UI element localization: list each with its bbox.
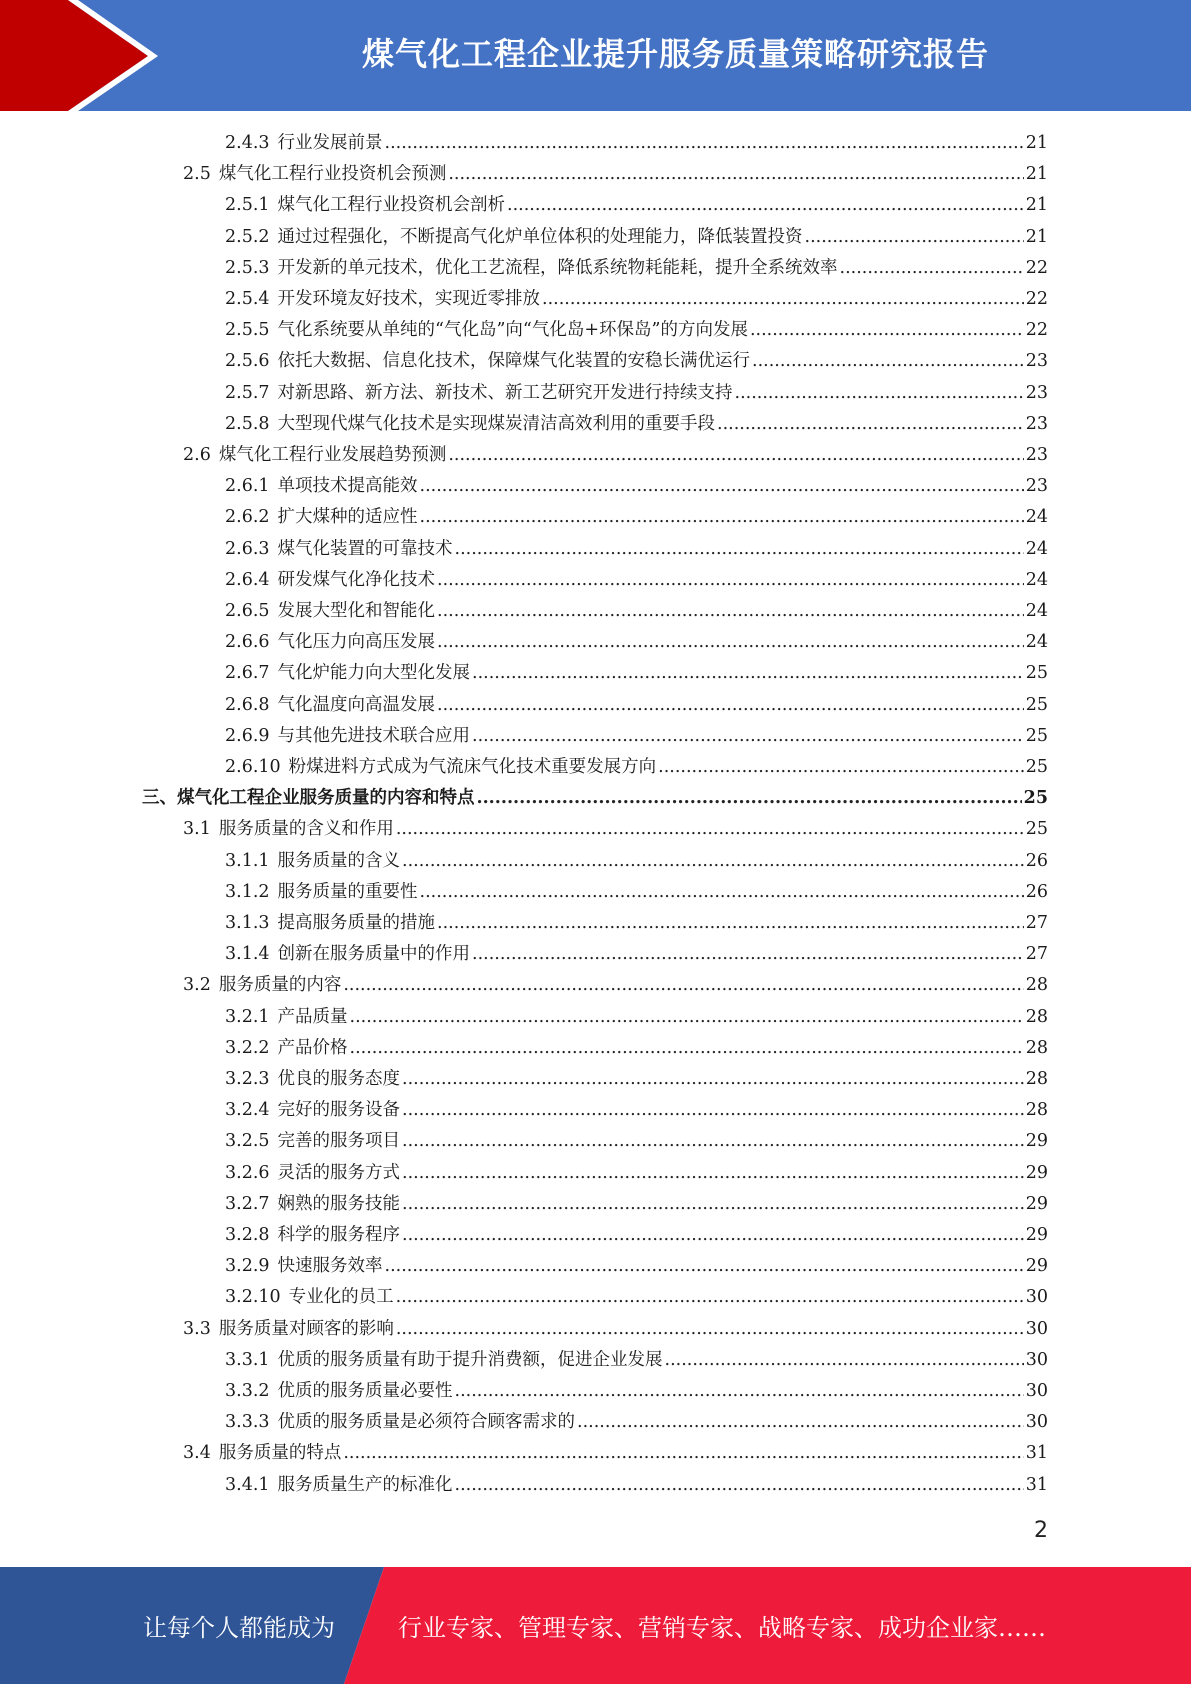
toc-leader-dots	[472, 721, 1024, 752]
toc-entry[interactable]	[225, 596, 1048, 627]
toc-entry-page: 21	[1025, 133, 1048, 153]
toc-entry-number: 2.6.7	[225, 663, 270, 684]
toc-entry-page: 30	[1025, 1287, 1048, 1308]
toc-leader-dots	[343, 1438, 1023, 1469]
toc-entry-title: 煤气化工程行业投资机会预测	[218, 164, 447, 185]
toc-entry-number: 2.5.4	[225, 289, 270, 309]
toc-entry-page: 28	[1025, 975, 1048, 996]
toc-leader-dots	[396, 1282, 1024, 1313]
toc-entry[interactable]	[225, 222, 1048, 253]
toc-entry-number: 3.2.10	[225, 1287, 281, 1308]
toc-entry-page: 31	[1025, 1443, 1048, 1464]
toc-entry-number: 2.5.1	[225, 195, 270, 216]
toc-entry-number: 3.4.1	[225, 1474, 270, 1495]
toc-leader-dots	[437, 627, 1024, 658]
toc-entry-number: 2.6.1	[225, 476, 270, 497]
toc-entry-title: 完善的服务项目	[277, 1131, 401, 1152]
toc-entry-number: 3.4	[183, 1443, 211, 1464]
toc-entry[interactable]	[225, 346, 1048, 377]
toc-leader-dots	[402, 1064, 1024, 1095]
toc-entry-number: 2.6.5	[225, 601, 270, 621]
toc-entry-number: 3.2.5	[225, 1131, 270, 1152]
toc-leader-dots	[840, 253, 1024, 284]
toc-leader-dots	[717, 409, 1024, 440]
toc-entry-title: 优良的服务态度	[277, 1069, 401, 1089]
toc-entry-page: 30	[1025, 1349, 1048, 1370]
toc-leader-dots	[472, 658, 1024, 689]
toc-leader-dots	[665, 1345, 1024, 1376]
toc-leader-dots	[396, 1314, 1024, 1345]
toc-entry-page: 24	[1025, 538, 1048, 559]
toc-entry[interactable]	[225, 1251, 1048, 1282]
toc-entry-title: 气化压力向高压发展	[277, 632, 436, 653]
toc-leader-dots	[396, 814, 1024, 845]
toc-entry[interactable]	[183, 814, 1048, 845]
toc-entry[interactable]	[225, 128, 1048, 159]
toc-entry-page: 28	[1025, 1100, 1048, 1121]
toc-entry-title: 娴熟的服务技能	[277, 1193, 401, 1214]
toc-leader-dots	[437, 690, 1024, 721]
footer-banner	[0, 1567, 1191, 1684]
toc-entry[interactable]	[225, 627, 1048, 658]
toc-entry[interactable]	[225, 1095, 1048, 1126]
toc-entry[interactable]	[225, 378, 1048, 409]
toc-entry-title: 优质的服务质量必要性	[277, 1381, 453, 1401]
toc-entry-number: 3.1.3	[225, 913, 270, 933]
toc-leader-dots	[402, 846, 1024, 877]
toc-leader-dots	[577, 1407, 1024, 1438]
toc-entry-title: 创新在服务质量中的作用	[277, 944, 471, 965]
footer-slogan-left: 让每个人都能成为	[143, 1614, 335, 1642]
toc-leader-dots	[385, 1251, 1024, 1282]
toc-entry-page: 31	[1025, 1474, 1048, 1495]
toc-leader-dots	[385, 128, 1024, 159]
toc-entry-title: 气化系统要从单纯的“气化岛”向“气化岛+环保岛”的方向发展	[277, 320, 748, 341]
toc-leader-dots	[542, 284, 1024, 315]
toc-entry[interactable]	[225, 877, 1048, 908]
toc-entry-title: 快速服务效率	[277, 1256, 383, 1277]
toc-entry[interactable]	[225, 253, 1048, 284]
toc-entry-number: 3.2.4	[225, 1100, 270, 1121]
toc-entry-title: 服务质量的重要性	[277, 881, 418, 902]
toc-entry-title: 服务质量生产的标准化	[277, 1474, 453, 1495]
toc-entry[interactable]	[225, 1126, 1048, 1157]
toc-entry-title: 研发煤气化净化技术	[277, 569, 436, 590]
toc-entry[interactable]	[225, 471, 1048, 502]
toc-entry[interactable]	[183, 159, 1048, 190]
header-banner	[0, 0, 1191, 111]
toc-entry-page: 25	[1025, 725, 1048, 746]
toc-leader-dots	[750, 315, 1024, 346]
toc-entry-number: 2.5.6	[225, 351, 270, 372]
toc-leader-dots	[448, 159, 1023, 190]
toc-entry-page: 24	[1025, 632, 1048, 653]
toc-entry-number: 2.5.8	[225, 413, 270, 434]
toc-leader-dots	[455, 1470, 1024, 1501]
toc-leader-dots	[402, 1158, 1024, 1189]
toc-entry-page: 25	[1025, 819, 1048, 840]
toc-entry-page: 30	[1025, 1318, 1048, 1339]
toc-entry-page: 28	[1025, 1037, 1048, 1058]
toc-entry-page: 30	[1025, 1412, 1048, 1433]
toc-entry[interactable]	[225, 939, 1048, 970]
toc-entry-number: 3.2.1	[225, 1006, 270, 1027]
toc-entry-title: 开发新的单元技术，优化工艺流程，降低系统物耗能耗，提升全系统效率	[277, 257, 838, 278]
toc-leader-dots	[455, 534, 1024, 565]
toc-leader-dots	[420, 471, 1024, 502]
toc-leader-dots	[448, 440, 1023, 471]
toc-entry-title: 开发环境友好技术，实现近零排放	[277, 289, 541, 309]
toc-leader-dots	[805, 222, 1024, 253]
toc-entry-title: 优质的服务质量有助于提升消费额，促进企业发展	[277, 1349, 663, 1370]
toc-entry-number: 2.5	[183, 164, 211, 185]
toc-entry-title: 煤气化工程企业服务质量的内容和特点	[177, 788, 475, 809]
toc-entry-number: 3.3	[183, 1318, 211, 1339]
toc-entry-number: 2.6.6	[225, 632, 270, 653]
toc-entry-page: 29	[1025, 1131, 1048, 1152]
toc-entry-number: 2.5.5	[225, 320, 270, 341]
toc-leader-dots	[402, 1220, 1024, 1251]
toc-entry-number: 2.4.3	[225, 133, 270, 153]
toc-leader-dots	[420, 877, 1024, 908]
toc-entry[interactable]	[225, 1064, 1048, 1095]
toc-entry-number: 2.6.4	[225, 569, 270, 590]
toc-entry-title: 扩大煤种的适应性	[277, 507, 418, 528]
toc-entry[interactable]	[225, 502, 1048, 533]
toc-entry[interactable]	[225, 1470, 1048, 1501]
toc-entry-number: 3.1.2	[225, 881, 270, 902]
toc-leader-dots	[752, 346, 1024, 377]
toc-entry[interactable]	[225, 1407, 1048, 1438]
toc-entry-page: 24	[1025, 507, 1048, 528]
toc-entry-title: 大型现代煤气化技术是实现煤炭清洁高效利用的重要手段	[277, 413, 716, 434]
toc-entry-page: 23	[1025, 351, 1048, 372]
toc-entry[interactable]	[225, 284, 1048, 315]
toc-entry-page: 25	[1025, 663, 1048, 684]
toc-entry[interactable]	[225, 690, 1048, 721]
toc-entry[interactable]	[225, 1189, 1048, 1220]
toc-entry-page: 24	[1025, 569, 1048, 590]
footer-slogan-right: 行业专家、管理专家、营销专家、战略专家、成功企业家……	[398, 1614, 1046, 1642]
toc-entry-title: 服务质量对顾客的影响	[218, 1318, 394, 1339]
toc-entry-page: 22	[1025, 320, 1048, 341]
toc-entry-title: 对新思路、新方法、新技术、新工艺研究开发进行持续支持	[277, 382, 733, 403]
toc-entry[interactable]	[225, 1282, 1048, 1313]
toc-entry-title: 通过过程强化，不断提高气化炉单位体积的处理能力，降低装置投资	[277, 226, 803, 247]
toc-entry[interactable]	[225, 1345, 1048, 1376]
toc-entry-number: 2.6.9	[225, 725, 270, 746]
toc-entry-number: 2.6.3	[225, 538, 270, 559]
toc-entry[interactable]	[183, 440, 1048, 471]
toc-entry-title: 产品价格	[277, 1037, 348, 1058]
toc-entry-number: 3.2	[183, 975, 211, 996]
toc-entry-title: 气化炉能力向大型化发展	[277, 663, 471, 684]
toc-entry-page: 26	[1025, 850, 1048, 871]
toc-leader-dots	[437, 565, 1024, 596]
toc-entry-page: 23	[1025, 476, 1048, 497]
toc-entry-title: 煤气化工程行业投资机会剖析	[277, 195, 506, 216]
toc-entry-number: 三、	[142, 788, 177, 809]
toc-entry-page: 22	[1025, 289, 1048, 309]
toc-entry[interactable]	[225, 752, 1048, 783]
toc-leader-dots	[437, 908, 1024, 939]
toc-entry[interactable]	[225, 908, 1048, 939]
toc-entry-page: 28	[1025, 1069, 1048, 1089]
toc-entry-page: 26	[1025, 881, 1048, 902]
toc-leader-dots	[477, 783, 1022, 814]
toc-entry-page: 27	[1025, 913, 1048, 933]
toc-entry-page: 21	[1025, 164, 1048, 185]
toc-entry-title: 粉煤进料方式成为气流床气化技术重要发展方向	[288, 757, 657, 777]
toc-leader-dots	[402, 1189, 1024, 1220]
toc-entry[interactable]	[183, 1314, 1048, 1345]
toc-leader-dots	[472, 939, 1024, 970]
toc-entry-title: 提高服务质量的措施	[277, 913, 436, 933]
toc-entry-title: 产品质量	[277, 1006, 348, 1027]
toc-entry-number: 2.6.8	[225, 694, 270, 715]
toc-entry[interactable]	[225, 846, 1048, 877]
toc-entry-page: 28	[1025, 1006, 1048, 1027]
toc-leader-dots	[735, 378, 1024, 409]
toc-entry-title: 依托大数据、信息化技术，保障煤气化装置的安稳长满优运行	[277, 351, 751, 372]
toc-entry-title: 行业发展前景	[277, 133, 383, 153]
toc-entry-number: 2.5.7	[225, 382, 270, 403]
toc-entry-title: 气化温度向高温发展	[277, 694, 436, 715]
toc-entry-title: 服务质量的含义和作用	[218, 819, 394, 840]
toc-entry-page: 25	[1025, 757, 1048, 777]
toc-entry-page: 23	[1025, 382, 1048, 403]
page-number: 2	[1034, 1518, 1048, 1543]
toc-entry-page: 22	[1025, 257, 1048, 278]
toc-entry[interactable]	[183, 1438, 1048, 1469]
toc-entry[interactable]	[142, 783, 1048, 814]
toc-entry-number: 3.3.2	[225, 1381, 270, 1401]
toc-entry-title: 完好的服务设备	[277, 1100, 401, 1121]
toc-entry-number: 2.6.10	[225, 757, 281, 777]
toc-entry-page: 23	[1025, 445, 1048, 465]
toc-leader-dots	[658, 752, 1024, 783]
toc-entry-number: 2.6.2	[225, 507, 270, 528]
toc-entry-title: 与其他先进技术联合应用	[277, 725, 471, 746]
toc-entry-title: 发展大型化和智能化	[277, 601, 436, 621]
toc-entry[interactable]	[183, 970, 1048, 1001]
toc-leader-dots	[350, 1033, 1024, 1064]
toc-entry-title: 服务质量的特点	[218, 1443, 342, 1464]
toc-entry-page: 25	[1025, 694, 1048, 715]
toc-entry[interactable]	[225, 190, 1048, 221]
toc-entry[interactable]	[225, 1376, 1048, 1407]
toc-entry-page: 29	[1025, 1162, 1048, 1183]
report-title: 煤气化工程企业提升服务质量策略研究报告	[361, 35, 989, 73]
toc-entry[interactable]	[225, 1158, 1048, 1189]
toc-leader-dots	[402, 1095, 1024, 1126]
toc-leader-dots	[350, 1002, 1024, 1033]
toc-entry[interactable]	[225, 1220, 1048, 1251]
toc-entry-number: 3.2.3	[225, 1069, 270, 1089]
toc-entry-number: 2.5.3	[225, 257, 270, 278]
toc-entry-title: 科学的服务程序	[277, 1225, 401, 1245]
toc-entry-number: 3.1.4	[225, 944, 270, 965]
toc-entry[interactable]	[225, 1033, 1048, 1064]
toc-leader-dots	[420, 502, 1024, 533]
toc-leader-dots	[402, 1126, 1024, 1157]
toc-entry[interactable]	[225, 658, 1048, 689]
toc-entry-page: 27	[1025, 944, 1048, 965]
toc-entry-title: 服务质量的含义	[277, 850, 401, 871]
toc-leader-dots	[437, 596, 1024, 627]
toc-entry-page: 23	[1025, 413, 1048, 434]
toc-entry[interactable]	[225, 721, 1048, 752]
toc-entry-number: 3.1.1	[225, 850, 270, 871]
toc-entry-page: 24	[1025, 601, 1048, 621]
toc-entry-number: 3.2.7	[225, 1193, 270, 1214]
toc-entry-title: 单项技术提高能效	[277, 476, 418, 497]
toc-leader-dots	[507, 190, 1024, 221]
toc-entry[interactable]	[225, 565, 1048, 596]
toc-entry-title: 专业化的员工	[288, 1287, 394, 1308]
toc-entry-page: 21	[1025, 226, 1048, 247]
toc-entry-page: 30	[1025, 1381, 1048, 1401]
toc-entry-page: 29	[1025, 1256, 1048, 1277]
toc-entry-number: 3.3.3	[225, 1412, 270, 1433]
toc-entry-number: 3.2.8	[225, 1225, 270, 1245]
toc-entry-number: 2.6	[183, 445, 211, 465]
toc-entry-title: 优质的服务质量是必须符合顾客需求的	[277, 1412, 576, 1433]
toc-leader-dots	[455, 1376, 1024, 1407]
toc-entry[interactable]	[225, 1002, 1048, 1033]
toc-entry-page: 25	[1023, 788, 1048, 809]
toc-entry[interactable]	[225, 409, 1048, 440]
toc-entry-number: 3.3.1	[225, 1349, 270, 1370]
toc-entry-number: 3.2.2	[225, 1037, 270, 1058]
toc-entry-page: 29	[1025, 1225, 1048, 1245]
toc-entry-number: 3.2.6	[225, 1162, 270, 1183]
toc-entry-title: 服务质量的内容	[218, 975, 342, 996]
toc-entry-page: 21	[1025, 195, 1048, 216]
toc-entry[interactable]	[225, 534, 1048, 565]
toc-entry-number: 3.1	[183, 819, 211, 840]
toc-entry-title: 煤气化工程行业发展趋势预测	[218, 445, 447, 465]
toc-leader-dots	[343, 970, 1023, 1001]
toc-entry[interactable]	[225, 315, 1048, 346]
toc-entry-page: 29	[1025, 1193, 1048, 1214]
toc-entry-title: 煤气化装置的可靠技术	[277, 538, 453, 559]
toc-entry-number: 2.5.2	[225, 226, 270, 247]
toc-entry-title: 灵活的服务方式	[277, 1162, 401, 1183]
toc-entry-number: 3.2.9	[225, 1256, 270, 1277]
